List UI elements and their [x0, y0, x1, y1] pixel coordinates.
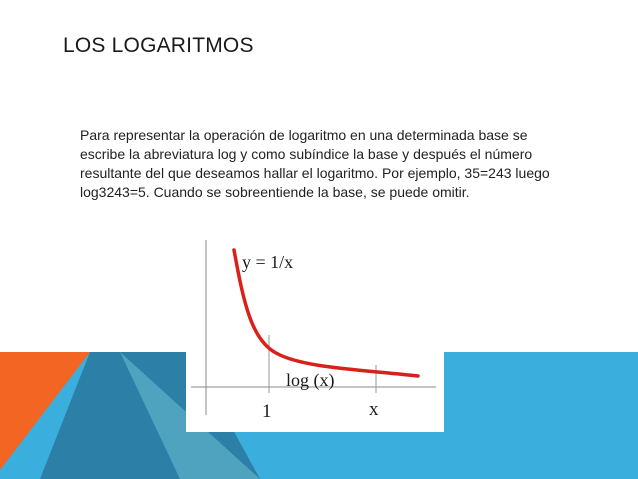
slide-title: LOS LOGARITMOS: [63, 34, 254, 57]
tick-one-label: 1: [262, 401, 272, 422]
curve-label: y = 1/x: [242, 252, 294, 272]
slide-paragraph: Para representar la operación de logaritmo en una determinada base se escribe la abreviatura log y como subíndice la base y después el número resultante del que deseamos hallar el logaritmo. Por ejemplo, 35=243 luego log3243=5. Cuando se sobreentiende la base, se puede omitir.: [80, 127, 550, 200]
tick-x-label: x: [369, 399, 379, 420]
area-label: log (x): [286, 370, 335, 390]
logarithm-figure: [186, 235, 444, 432]
